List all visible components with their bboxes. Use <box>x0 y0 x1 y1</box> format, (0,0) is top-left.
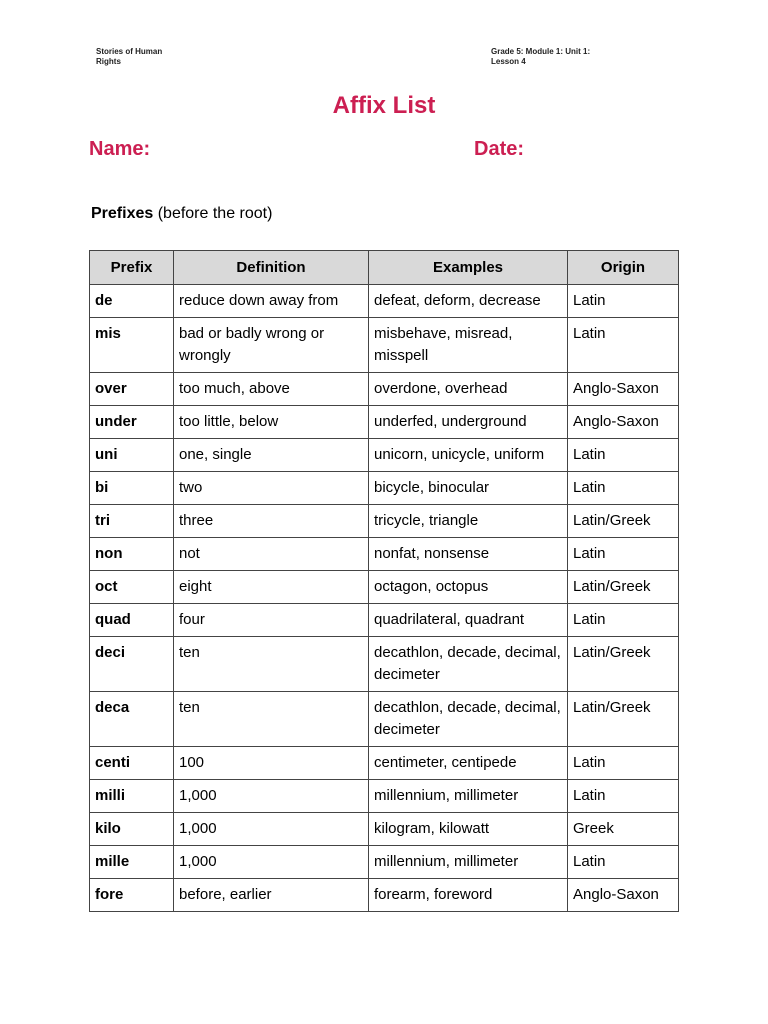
header-right-line2: Lesson 4 <box>491 57 526 66</box>
cell-origin: Anglo-Saxon <box>568 373 679 406</box>
cell-definition: 100 <box>174 747 369 780</box>
table-row <box>90 538 679 571</box>
cell-prefix: de <box>90 285 174 318</box>
cell-origin: Latin <box>568 472 679 505</box>
header-left <box>96 47 216 67</box>
cell-origin: Latin/Greek <box>568 692 679 747</box>
cell-examples: kilogram, kilowatt <box>369 813 568 846</box>
cell-origin: Latin <box>568 780 679 813</box>
header-right-line1: Grade 5: Module 1: Unit 1: <box>491 47 591 56</box>
cell-examples: defeat, deform, decrease <box>369 285 568 318</box>
cell-prefix: bi <box>90 472 174 505</box>
cell-examples: nonfat, nonsense <box>369 538 568 571</box>
cell-prefix: deca <box>90 692 174 747</box>
cell-examples: quadrilateral, quadrant <box>369 604 568 637</box>
cell-examples: overdone, overhead <box>369 373 568 406</box>
cell-prefix: fore <box>90 879 174 912</box>
table-row <box>90 571 679 604</box>
cell-prefix: centi <box>90 747 174 780</box>
column-header-origin: Origin <box>568 251 679 285</box>
cell-definition: bad or badly wrong or wrongly <box>174 318 369 373</box>
table-row <box>90 406 679 439</box>
cell-prefix: tri <box>90 505 174 538</box>
cell-origin: Latin <box>568 747 679 780</box>
cell-prefix: deci <box>90 637 174 692</box>
column-header-definition: Definition <box>174 251 369 285</box>
cell-origin: Latin/Greek <box>568 571 679 604</box>
table-row <box>90 318 679 373</box>
cell-examples: tricycle, triangle <box>369 505 568 538</box>
table-row <box>90 285 679 318</box>
header-right <box>491 47 691 67</box>
table-row <box>90 846 679 879</box>
cell-examples: decathlon, decade, decimal, decimeter <box>369 637 568 692</box>
column-header-prefix: Prefix <box>90 251 174 285</box>
name-label: Name: <box>89 138 151 160</box>
page-title: Affix List <box>332 92 436 119</box>
cell-prefix: uni <box>90 439 174 472</box>
cell-origin: Latin <box>568 604 679 637</box>
affix-table <box>89 250 679 912</box>
cell-prefix: quad <box>90 604 174 637</box>
table-row <box>90 879 679 912</box>
cell-prefix: oct <box>90 571 174 604</box>
cell-origin: Greek <box>568 813 679 846</box>
table-row <box>90 505 679 538</box>
cell-origin: Latin/Greek <box>568 637 679 692</box>
table-row <box>90 813 679 846</box>
cell-origin: Latin/Greek <box>568 505 679 538</box>
cell-examples: octagon, octopus <box>369 571 568 604</box>
cell-definition: before, earlier <box>174 879 369 912</box>
cell-definition: two <box>174 472 369 505</box>
cell-examples: unicorn, unicycle, uniform <box>369 439 568 472</box>
cell-origin: Latin <box>568 285 679 318</box>
table-row <box>90 747 679 780</box>
table-row <box>90 439 679 472</box>
cell-origin: Latin <box>568 439 679 472</box>
cell-origin: Anglo-Saxon <box>568 406 679 439</box>
cell-prefix: kilo <box>90 813 174 846</box>
section-heading-rest: (before the root) <box>153 205 273 222</box>
cell-definition: not <box>174 538 369 571</box>
cell-examples: underfed, underground <box>369 406 568 439</box>
table-header-row <box>90 251 679 285</box>
cell-definition: too little, below <box>174 406 369 439</box>
cell-origin: Latin <box>568 846 679 879</box>
cell-definition: ten <box>174 637 369 692</box>
cell-prefix: milli <box>90 780 174 813</box>
header-left-line1: Stories of Human <box>96 47 163 56</box>
cell-examples: decathlon, decade, decimal, decimeter <box>369 692 568 747</box>
cell-prefix: under <box>90 406 174 439</box>
table-row <box>90 692 679 747</box>
cell-prefix: over <box>90 373 174 406</box>
cell-examples: centimeter, centipede <box>369 747 568 780</box>
cell-prefix: non <box>90 538 174 571</box>
cell-examples: misbehave, misread, misspell <box>369 318 568 373</box>
table-row <box>90 637 679 692</box>
cell-definition: 1,000 <box>174 780 369 813</box>
cell-definition: ten <box>174 692 369 747</box>
cell-examples: forearm, foreword <box>369 879 568 912</box>
cell-examples: bicycle, binocular <box>369 472 568 505</box>
cell-origin: Latin <box>568 318 679 373</box>
table-row <box>90 604 679 637</box>
date-label: Date: <box>474 138 525 160</box>
cell-prefix: mille <box>90 846 174 879</box>
cell-definition: one, single <box>174 439 369 472</box>
cell-prefix: mis <box>90 318 174 373</box>
section-heading <box>91 205 272 223</box>
table-row <box>90 780 679 813</box>
column-header-examples: Examples <box>369 251 568 285</box>
cell-examples: millennium, millimeter <box>369 780 568 813</box>
cell-origin: Latin <box>568 538 679 571</box>
cell-definition: too much, above <box>174 373 369 406</box>
table-body <box>90 285 679 912</box>
cell-definition: 1,000 <box>174 846 369 879</box>
section-heading-bold: Prefixes <box>91 205 154 222</box>
cell-definition: 1,000 <box>174 813 369 846</box>
cell-examples: millennium, millimeter <box>369 846 568 879</box>
table-row <box>90 373 679 406</box>
cell-definition: three <box>174 505 369 538</box>
cell-definition: reduce down away from <box>174 285 369 318</box>
cell-definition: four <box>174 604 369 637</box>
cell-origin: Anglo-Saxon <box>568 879 679 912</box>
cell-definition: eight <box>174 571 369 604</box>
header-left-line2: Rights <box>96 57 121 66</box>
table-row <box>90 472 679 505</box>
